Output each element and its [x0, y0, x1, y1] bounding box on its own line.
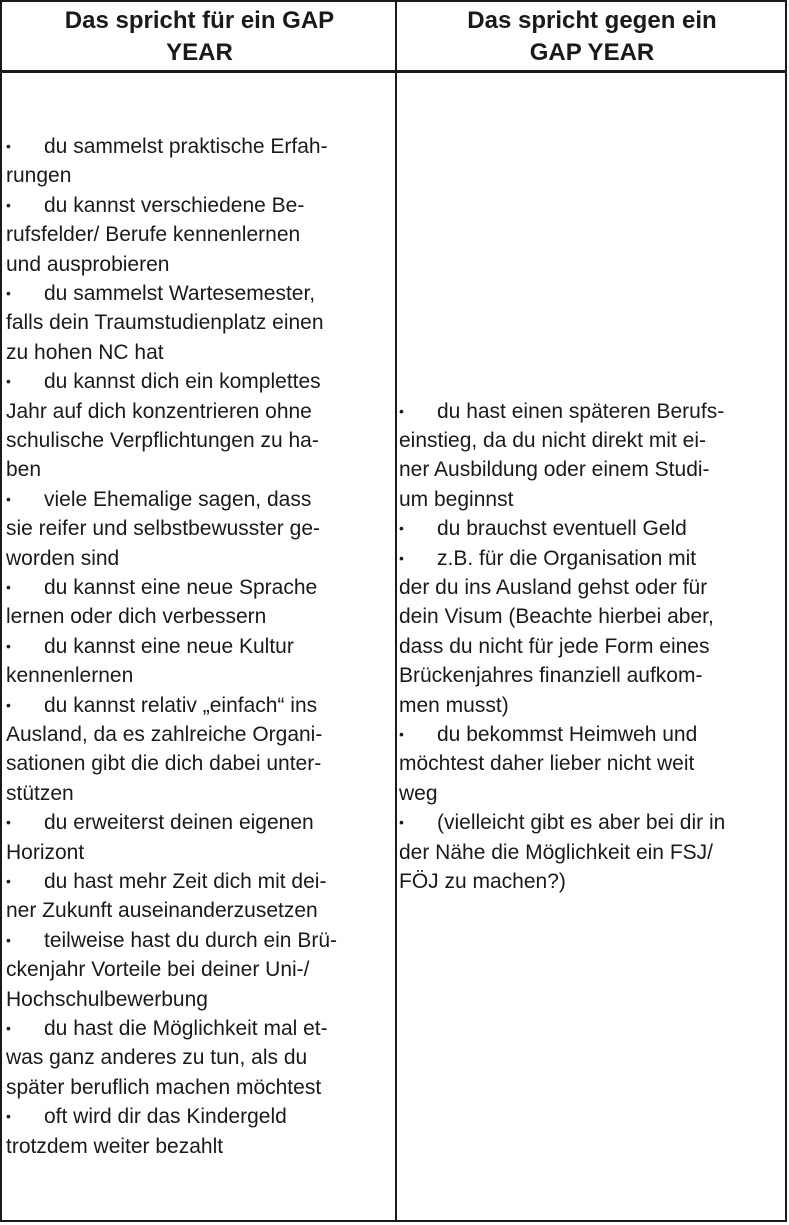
list-item-text: oft wird dir das Kindergeld trotzdem weiter bezahlt: [6, 1105, 287, 1158]
bullet-icon: •: [6, 696, 11, 713]
list-item: [6, 132, 393, 191]
list-item-text: du sammelst Wartesemester, falls dein Traumstudienplatz einen zu hohen NC hat: [6, 281, 324, 364]
list-item-text: du sammelst praktische Erfah- rungen: [6, 134, 328, 188]
list-item-text: (vielleicht gibt es aber bei dir in der Nähe die Möglichkeit ein FSJ/ FÖJ zu machen?): [399, 811, 726, 894]
bullet-icon: •: [399, 520, 404, 537]
list-item: [399, 397, 787, 515]
list-item-text: du kannst verschiedene Be- rufsfelder/ Berufe kennenlernen und ausprobieren: [6, 193, 305, 276]
list-item: [6, 485, 393, 573]
list-item: [6, 632, 393, 691]
bullet-icon: •: [6, 196, 11, 213]
header-pro: Das spricht für ein GAP YEAR: [64, 7, 335, 66]
list-item: [6, 867, 393, 926]
list-item: [6, 1102, 393, 1161]
bullet-icon: •: [399, 549, 404, 566]
list-item: [6, 1014, 393, 1102]
list-item-text: teilweise hast du durch ein Brü- ckenjahr Vorteile bei deiner Uni-/ Hochschulbewerbung: [6, 928, 337, 1011]
list-item-text: du kannst dich ein komplettes Jahr auf dich konzentrieren ohne schulische Verpflichtungen zu ha- ben: [6, 370, 321, 482]
list-item: [6, 808, 393, 867]
bullet-icon: •: [6, 1108, 11, 1125]
list-item: [399, 544, 787, 720]
list-item-text: viele Ehemalige sagen, dass sie reifer und selbstbewusster ge- worden sind: [6, 487, 320, 570]
list-item-text: du hast mehr Zeit dich mit dei- ner Zukunft auseinanderzusetzen: [6, 870, 327, 923]
list-item: [399, 720, 787, 808]
list-item-text: du kannst eine neue Kultur kennenlernen: [6, 634, 294, 688]
column-divider: [395, 2, 397, 1220]
list-item-text: du kannst relativ „einfach“ ins Ausland, da es zahlreiche Organi- sationen gibt die dich dabei unter- stützen: [6, 693, 323, 805]
bullet-icon: •: [399, 726, 404, 743]
bullet-icon: •: [6, 931, 11, 948]
list-item: [6, 691, 393, 809]
bullet-icon: •: [6, 373, 11, 390]
list-item: [6, 573, 393, 632]
list-item-text: du hast einen späteren Berufs- einstieg, da du nicht direkt mit ei- ner Ausbildung oder einem Studi- um beginnst: [399, 399, 725, 511]
bullet-icon: •: [6, 137, 11, 154]
pro-list: [6, 73, 393, 1220]
bullet-icon: •: [6, 490, 11, 507]
list-item: [399, 808, 787, 896]
list-item-text: du hast die Möglichkeit mal et- was ganz anderes zu tun, als du später beruflich machen möchtest: [6, 1017, 328, 1099]
list-item: [6, 279, 393, 367]
list-item: [6, 367, 393, 485]
bullet-icon: •: [6, 578, 11, 595]
list-item-text: du bekommst Heimweh und möchtest daher lieber nicht weit weg: [399, 723, 698, 805]
bullet-icon: •: [399, 402, 404, 419]
list-item-text: du erweiterst deinen eigenen Horizont: [6, 811, 314, 864]
bullet-icon: •: [6, 284, 11, 301]
bullet-icon: •: [6, 814, 11, 831]
list-item: [6, 926, 393, 1014]
list-item-text: du brauchst eventuell Geld: [437, 517, 687, 541]
bullet-icon: •: [6, 1020, 11, 1037]
bullet-icon: •: [6, 637, 11, 654]
header-contra: Das spricht gegen ein GAP YEAR: [467, 7, 717, 66]
list-item: [399, 514, 787, 543]
list-item-text: z.B. für die Organisation mit der du ins Ausland gehst oder für dein Visum (Beachte hierbei aber, dass du nicht für jede Form eines Brückenjahres finanziell aufkom- men musst): [399, 546, 714, 717]
contra-list: [399, 73, 787, 1220]
list-item-text: du kannst eine neue Sprache lernen oder dich verbessern: [6, 575, 318, 629]
bullet-icon: •: [399, 814, 404, 831]
list-item: [6, 191, 393, 279]
bullet-icon: •: [6, 873, 11, 890]
